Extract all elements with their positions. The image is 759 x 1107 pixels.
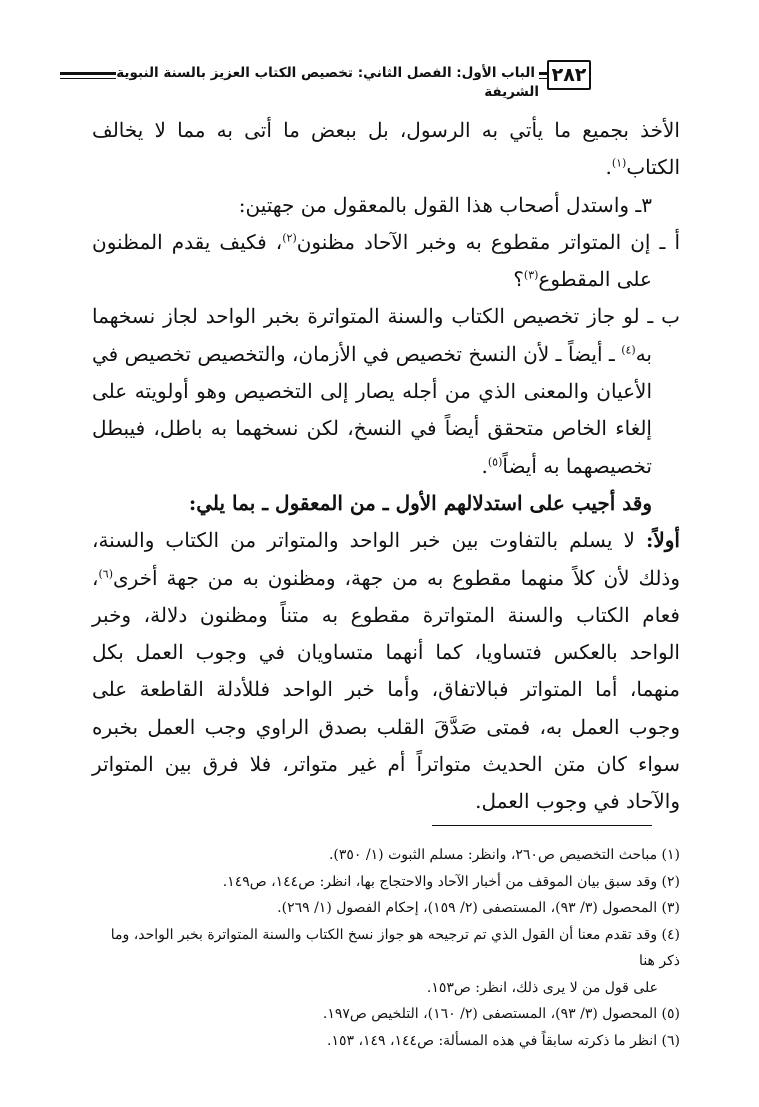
footnote-3: (٣) المحصول (٣/ ٩٣)، المستصفى (٢/ ١٥٩)، إحكام الفصول (١/ ٢٦٩).: [277, 900, 680, 916]
footnote-4-continued: على قول من لا يرى ذلك، انظر: ص١٥٣.: [426, 979, 658, 996]
paragraph-2: ٣ـ واستدل أصحاب هذا القول بالمعقول من جهتين:: [238, 192, 652, 217]
p4-text-a: ب ـ لو جاز تخصيص الكتاب والسنة المتواترة بخبر الواحد لجاز نسخهما به: [92, 304, 680, 366]
footnote-4: (٤) وقد تقدم معنا أن القول الذي تم ترجيحه هو جواز نسخ الكتاب والسنة المتواترة بخبر الواحد، وما ذكر هنا: [110, 926, 680, 969]
running-title: الباب الأول: الفصل الثاني: تخصيص الكتاب العزيز بالسنة النبوية الشريفة: [116, 65, 539, 100]
p3-text-b: ، فكيف يقدم المظنون على المقطوع: [92, 229, 652, 292]
footnote-1: (١) مباحث التخصيص ص٢٦٠، وانظر: مسلم الثبوت (١/ ٣٥٠).: [328, 847, 680, 863]
footnote-ref-4: (٤): [621, 343, 636, 357]
main-text: [92, 112, 680, 821]
footnote-ref-3: (٣): [523, 268, 539, 282]
footnote-separator: [432, 825, 652, 826]
p6-lead: أولاً:: [645, 528, 680, 553]
footnote-ref-1: (١): [611, 156, 627, 170]
footnotes: [88, 842, 680, 1054]
footnote-2: (٢) وقد سبق بيان الموقف من أخبار الآحاد والاحتجاج بها، انظر: ص١٤٤، ص١٤٩.: [222, 873, 680, 890]
paragraph-6: [92, 522, 680, 820]
p6-text-a: لا يسلم بالتفاوت بين خبر الواحد والمتواتر من الكتاب والسنة، وذلك لأن كلاً منهما مقطوع به من جهة، ومظنون به من جهة أخرى: [92, 528, 680, 590]
paragraph-5: وقد أجيب على استدلالهم الأول ـ من المعقول ـ بما يلي:: [188, 490, 652, 515]
footnote-5: (٥) المحصول (٣/ ٩٣)، المستصفى (٢/ ١٦٠)، التلخيص ص١٩٧.: [322, 1006, 680, 1022]
footnote-6: (٦) انظر ما ذكرته سابقاً في هذه المسألة: ص١٤٤، ١٤٩، ١٥٣.: [326, 1032, 680, 1049]
footnote-ref-2: (٢): [282, 231, 297, 245]
running-header: [60, 60, 699, 100]
paragraph-3: [92, 224, 680, 299]
paragraph-1: [92, 112, 680, 187]
page-number: ٢٨٢: [547, 60, 591, 90]
p4-text-b: ـ أيضاً ـ لأن النسخ تخصيص في الأزمان، والتخصيص تخصيص في الأعيان والمعنى الذي من أجله يصار إلى التخصيص وهو أولويته على إلغاء الخاص متحقق أيضاً في النسخ، لكن نسخهما به باطل، فيبطل تخصيصهما به أيضاً: [92, 341, 652, 478]
p3-text-c: ؟: [513, 267, 524, 292]
footnote-ref-5: (٥): [487, 455, 503, 469]
footnote-ref-6: (٦): [98, 566, 113, 580]
p1-end: .: [605, 155, 612, 180]
p1-text: الأخذ بجميع ما يأتي به الرسول، بل ببعض ما أتى به مما لا يخالف الكتاب: [92, 118, 680, 180]
paragraph-4: [92, 298, 680, 484]
p4-text-c: .: [481, 453, 488, 478]
p6-text-b: ، فعام الكتاب والسنة المتواترة مقطوع به متناً ومظنون دلالة، وخبر الواحد بالعكس فتساويا، كما أنهما متساويان في وجوب العمل بكل منهما، أما المتواتر فبالاتفاق، وأما خبر الواحد فللأدلة القاطعة على وجوب العمل به، فمتى صَدَّقَ القلب بصدق الراوي وجب العمل بخبره سواء كان متن الحديث متواتراً أم غير متواتر، فلا فرق بين المتواتر والآحاد في وجوب العمل.: [92, 565, 680, 814]
p3-text-a: أ ـ إن المتواتر مقطوع به وخبر الآحاد مظنون: [296, 229, 680, 254]
